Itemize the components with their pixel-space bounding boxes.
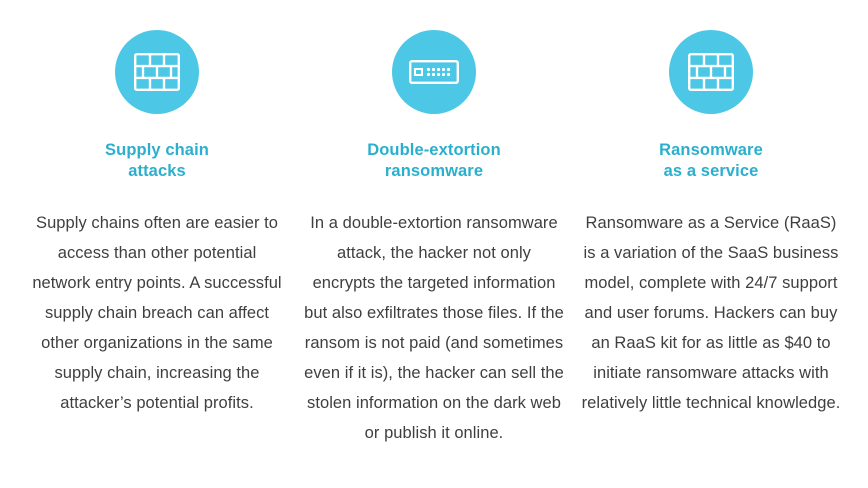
card-title-line2: as a service [663, 162, 759, 180]
brick-wall-icon [688, 53, 734, 91]
card-ransomware-as-a-service [573, 30, 850, 418]
card-title-line1: Ransomware [659, 141, 763, 159]
card-supply-chain-attacks [19, 30, 296, 418]
server-rack-icon [409, 60, 459, 84]
brick-wall-icon-circle [115, 30, 199, 114]
card-title-line1: Double-extortion [367, 141, 501, 159]
card-title [105, 140, 209, 182]
card-title-line2: attacks [128, 162, 186, 180]
brick-wall-icon [134, 53, 180, 91]
card-title-line2: ransomware [384, 162, 484, 180]
card-title [367, 140, 501, 182]
server-rack-icon-circle [392, 30, 476, 114]
card-body: Supply chains often are easier to access than other potential network entry points. A successful supply chain breach can affect other organizations in the same supply chain, increasing the attacker’s potential profits. [32, 214, 282, 412]
card-body: Ransomware as a Service (RaaS) is a variation of the SaaS business model, complete with 24/7 support and user forums. Hackers can buy an RaaS kit for as little as $40 to initiate ransomware attacks with relatively little technical knowledge. [581, 214, 841, 412]
card-title-line1: Supply chain [105, 141, 209, 159]
card-body: In a double-extortion ransomware attack, the hacker not only encrypts the targeted information but also exfiltrates those files. If the ransom is not paid (and sometimes even if it is), the hacker can sell the stolen information on the dark web or publish it online. [304, 214, 564, 442]
card-title [659, 140, 763, 182]
brick-wall-icon-circle [669, 30, 753, 114]
card-double-extortion-ransomware [296, 30, 573, 448]
